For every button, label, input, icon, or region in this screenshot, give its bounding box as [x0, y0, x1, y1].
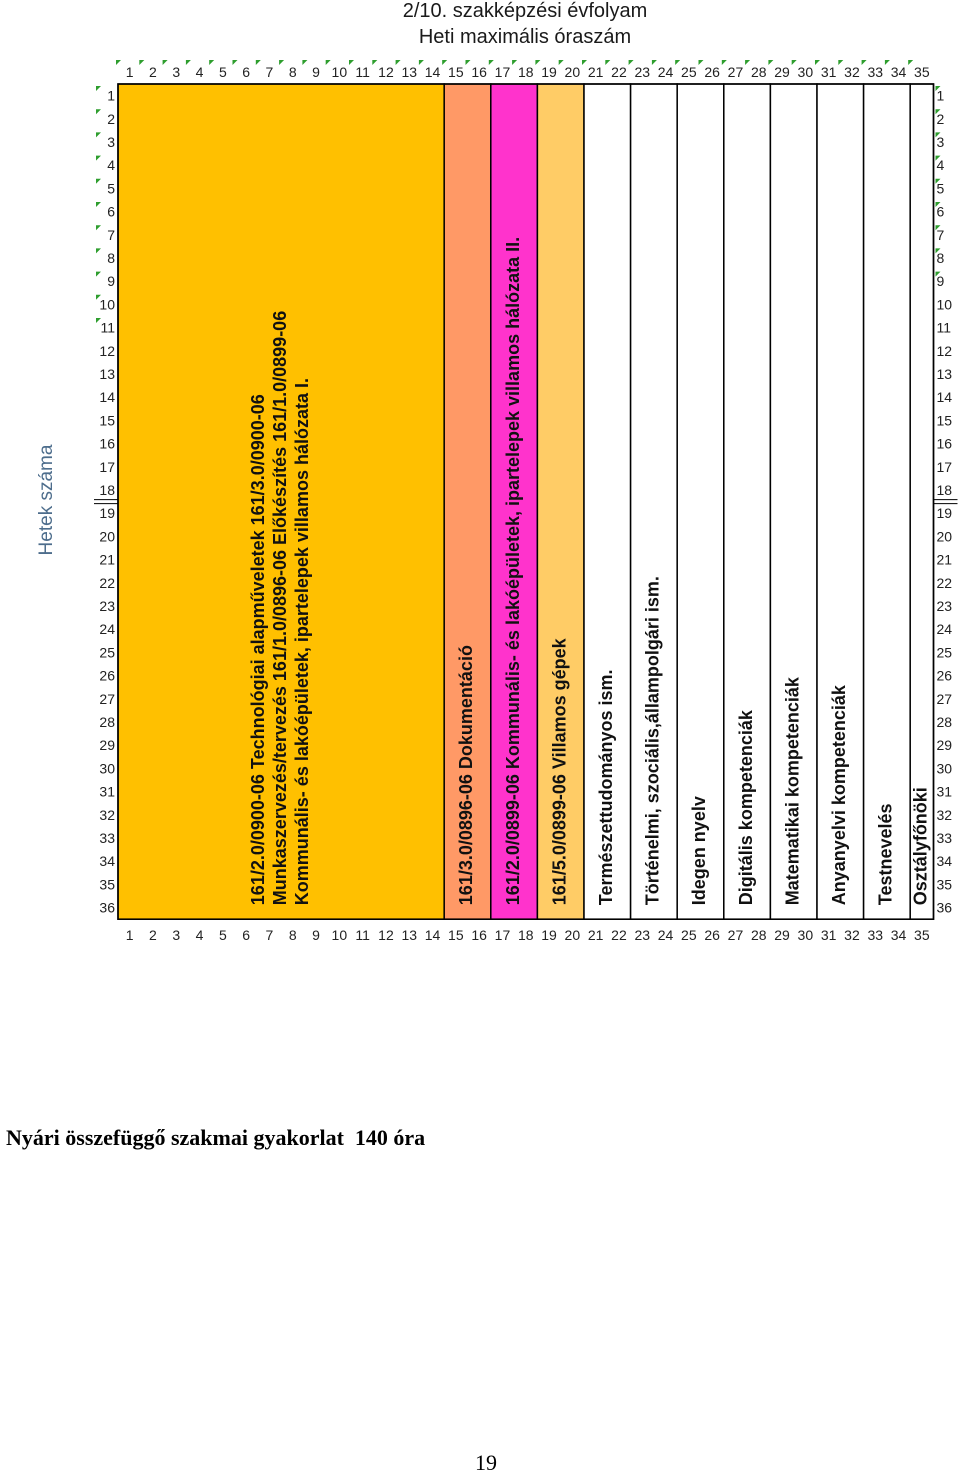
- column-number: 4: [195, 927, 204, 944]
- row-number: 18: [936, 482, 953, 498]
- subject-label: 161/2.0/0900-06 Technológiai alapműveletek 161/3.0/0900-06: [247, 394, 268, 906]
- cell-marker: [652, 60, 657, 65]
- cell-marker: [512, 60, 517, 65]
- subject-label: Digitális kompetenciák: [735, 710, 756, 906]
- row-number: 34: [99, 853, 115, 870]
- column-number: 8: [288, 927, 297, 944]
- column-number: 22: [611, 64, 627, 80]
- subject-label: Anyanyelvi kompetenciák: [829, 685, 850, 906]
- cell-marker: [675, 60, 680, 65]
- cell-marker: [535, 60, 540, 65]
- column-number: 15: [448, 927, 464, 944]
- column-number: 11: [355, 927, 370, 944]
- row-number: 2: [936, 110, 945, 127]
- column-number: 27: [727, 64, 744, 80]
- column-number: 34: [890, 927, 907, 944]
- row-number: 9: [107, 273, 115, 290]
- column-number: 35: [914, 927, 930, 944]
- row-number: 33: [99, 830, 115, 846]
- cell-marker: [279, 60, 284, 65]
- column-number: 14: [424, 927, 441, 944]
- cell-marker: [605, 60, 610, 65]
- column-number: 17: [494, 64, 511, 80]
- cell-marker: [419, 60, 424, 65]
- row-number: 35: [99, 876, 115, 893]
- subject-label: Idegen nyelv: [689, 796, 710, 906]
- column-number: 28: [750, 64, 767, 80]
- column-number: 3: [172, 927, 181, 944]
- column-number: 16: [471, 927, 487, 944]
- column-number: 6: [242, 927, 251, 944]
- column-number: 33: [867, 64, 884, 80]
- row-number: 24: [99, 621, 115, 638]
- column-number: 9: [312, 64, 320, 80]
- row-number: 13: [936, 366, 953, 382]
- row-number: 24: [936, 621, 953, 638]
- row-number: 31: [936, 783, 953, 800]
- cell-marker: [96, 132, 101, 137]
- column-number: 9: [312, 927, 320, 944]
- column-number: 8: [288, 64, 297, 80]
- row-number: 28: [936, 714, 953, 730]
- column-number: 25: [681, 64, 697, 80]
- subject-label: Történelmi, szociális,állampolgári ism.: [642, 576, 663, 906]
- row-number: 15: [936, 412, 953, 429]
- column-number: 29: [774, 927, 790, 944]
- column-number: 31: [820, 64, 837, 80]
- subject-label: 161/2.0/0899-06 Kommunális- és lakóépületek, ipartelepek villamos hálózata II.: [502, 236, 523, 906]
- row-number: 17: [99, 458, 115, 475]
- row-number: 25: [99, 644, 115, 661]
- cell-marker: [582, 60, 587, 65]
- row-number: 6: [936, 203, 945, 220]
- cell-marker: [96, 248, 101, 253]
- cell-marker: [302, 60, 307, 65]
- column-number: 14: [424, 64, 441, 80]
- row-number: 16: [936, 435, 953, 452]
- cell-marker: [116, 60, 121, 65]
- row-number: 17: [936, 458, 953, 475]
- row-number: 4: [107, 157, 115, 174]
- row-number: 20: [936, 528, 953, 545]
- cell-marker: [96, 202, 101, 207]
- row-number: 29: [936, 737, 953, 754]
- cell-marker: [722, 60, 727, 65]
- column-number: 5: [218, 927, 227, 944]
- column-number: 21: [587, 64, 604, 80]
- column-number: 3: [172, 64, 181, 80]
- cell-marker: [466, 60, 471, 65]
- cell-marker: [349, 60, 354, 65]
- cell-marker: [442, 60, 447, 65]
- column-number: 30: [797, 927, 814, 944]
- row-number: 14: [99, 389, 115, 406]
- row-number: 7: [936, 226, 945, 243]
- cell-marker: [792, 60, 797, 65]
- column-number: 10: [331, 64, 348, 80]
- row-number: 3: [936, 134, 945, 150]
- chart-title: 2/10. szakképzési évfolyam: [402, 0, 648, 22]
- row-number: 7: [107, 226, 115, 243]
- column-number: 6: [242, 64, 251, 80]
- row-number: 18: [99, 482, 115, 498]
- column-number: 32: [844, 64, 860, 80]
- row-number: 3: [107, 134, 115, 150]
- cell-marker: [233, 60, 238, 65]
- column-number: 18: [517, 64, 534, 80]
- column-number: 12: [378, 927, 394, 944]
- column-number: 23: [634, 927, 651, 944]
- row-number: 25: [936, 644, 953, 661]
- subject-block: [677, 84, 724, 919]
- subject-block: [864, 84, 911, 919]
- row-number: 4: [936, 157, 945, 174]
- cell-marker: [372, 60, 377, 65]
- cell-marker: [96, 272, 101, 277]
- column-number: 4: [195, 64, 204, 80]
- cell-marker: [96, 109, 101, 114]
- row-number: 15: [99, 412, 115, 429]
- row-number: 11: [936, 319, 952, 336]
- column-number: 7: [265, 927, 274, 944]
- cell-marker: [209, 60, 214, 65]
- column-number: 18: [517, 927, 534, 944]
- column-number: 24: [657, 927, 674, 944]
- row-number: 21: [936, 551, 953, 568]
- summer-practice-caption: Nyári összefüggő szakmai gyakorlat 140 óra: [6, 1125, 426, 1150]
- column-number: 26: [704, 64, 720, 80]
- column-number: 20: [564, 64, 581, 80]
- column-number: 13: [401, 64, 418, 80]
- cell-marker: [96, 225, 101, 230]
- column-number: 27: [727, 927, 744, 944]
- subject-label: 161/5.0/0899-06 Villamos gépek: [549, 638, 570, 906]
- cell-marker: [96, 156, 101, 161]
- cell-marker: [815, 60, 820, 65]
- row-number: 12: [936, 342, 953, 359]
- row-number: 5: [936, 180, 945, 197]
- cell-marker: [326, 60, 331, 65]
- column-number: 12: [378, 64, 394, 80]
- row-number: 27: [936, 690, 953, 707]
- column-number: 7: [265, 64, 274, 80]
- column-number: 1: [125, 64, 134, 80]
- column-number: 23: [634, 64, 651, 80]
- row-number: 1: [936, 87, 945, 104]
- row-number: 23: [99, 598, 115, 614]
- row-number: 33: [936, 830, 953, 846]
- subject-label: Testnevelés: [875, 803, 896, 906]
- cell-marker: [96, 179, 101, 184]
- column-number: 32: [844, 927, 860, 944]
- column-number: 25: [681, 927, 697, 944]
- row-number: 36: [99, 899, 115, 916]
- row-number: 29: [99, 737, 115, 754]
- row-number: 6: [107, 203, 115, 220]
- column-number: 20: [564, 927, 581, 944]
- cell-marker: [629, 60, 634, 65]
- subject-label: 161/3.0/0896-06 Dokumentáció: [456, 645, 477, 906]
- cell-marker: [699, 60, 704, 65]
- column-number: 19: [541, 927, 557, 944]
- row-number: 27: [99, 690, 115, 707]
- row-number: 8: [107, 250, 115, 266]
- column-number: 30: [797, 64, 814, 80]
- column-number: 28: [750, 927, 767, 944]
- column-number: 26: [704, 927, 720, 944]
- row-number: 2: [107, 110, 115, 127]
- row-number: 10: [936, 296, 953, 313]
- row-number: 19: [99, 505, 115, 522]
- cell-marker: [862, 60, 867, 65]
- row-number: 32: [99, 806, 115, 823]
- cell-marker: [256, 60, 261, 65]
- column-number: 13: [401, 927, 418, 944]
- cell-marker: [745, 60, 750, 65]
- column-number: 24: [657, 64, 674, 80]
- subject-label: Természettudományos ism.: [596, 669, 617, 906]
- cell-marker: [908, 60, 913, 65]
- cell-marker: [96, 86, 101, 91]
- row-number: 26: [936, 667, 953, 684]
- column-number: 10: [331, 927, 348, 944]
- column-number: 22: [611, 927, 627, 944]
- cell-marker: [768, 60, 773, 65]
- row-number: 22: [936, 574, 953, 591]
- row-number: 20: [99, 528, 115, 545]
- row-number: 26: [99, 667, 115, 684]
- column-number: 35: [914, 64, 930, 80]
- cell-marker: [559, 60, 564, 65]
- subject-label: Munkaszervezés/tervezés 161/1.0/0896-06 Előkészítés 161/1.0/0899-06: [269, 310, 290, 906]
- row-number: 12: [99, 342, 115, 359]
- column-number: 34: [890, 64, 907, 80]
- cell-marker: [396, 60, 401, 65]
- cell-marker: [163, 60, 168, 65]
- y-axis-label: Hetek száma: [36, 444, 57, 556]
- row-number: 31: [99, 783, 115, 800]
- column-number: 17: [494, 927, 511, 944]
- column-number: 33: [867, 927, 884, 944]
- row-number: 21: [99, 551, 115, 568]
- row-number: 13: [99, 366, 115, 382]
- column-number: 31: [820, 927, 837, 944]
- chart-subtitle: Heti maximális óraszám: [418, 26, 632, 48]
- column-number: 16: [471, 64, 487, 80]
- cell-marker: [186, 60, 191, 65]
- row-number: 22: [99, 574, 115, 591]
- column-number: 2: [149, 64, 157, 80]
- cell-marker: [489, 60, 494, 65]
- row-number: 14: [936, 389, 953, 406]
- row-number: 36: [936, 899, 953, 916]
- row-number: 1: [107, 87, 115, 104]
- subject-label: Osztályfőnöki: [910, 787, 931, 906]
- row-number: 9: [936, 273, 945, 290]
- column-number: 11: [355, 64, 370, 80]
- row-number: 30: [936, 760, 953, 777]
- column-number: 21: [587, 927, 604, 944]
- row-number: 11: [100, 319, 115, 336]
- column-number: 19: [541, 64, 557, 80]
- row-number: 16: [99, 435, 115, 452]
- row-number: 28: [99, 714, 115, 730]
- row-number: 35: [936, 876, 953, 893]
- column-number: 2: [149, 927, 157, 944]
- row-number: 10: [99, 296, 115, 313]
- row-number: 8: [936, 250, 945, 266]
- row-number: 30: [99, 760, 115, 777]
- row-number: 23: [936, 598, 953, 614]
- cell-marker: [139, 60, 144, 65]
- row-number: 32: [936, 806, 953, 823]
- column-number: 1: [125, 927, 134, 944]
- subject-label: Matematikai kompetenciák: [782, 677, 803, 906]
- column-number: 29: [774, 64, 790, 80]
- row-number: 19: [936, 505, 953, 522]
- cell-marker: [885, 60, 890, 65]
- page-number: 19: [475, 1450, 497, 1475]
- cell-marker: [838, 60, 843, 65]
- column-number: 5: [218, 64, 227, 80]
- column-number: 15: [448, 64, 464, 80]
- row-number: 34: [936, 853, 953, 870]
- subject-label: Kommunális- és lakóépületek, ipartelepek villamos hálózata I.: [291, 378, 312, 906]
- row-number: 5: [107, 180, 115, 197]
